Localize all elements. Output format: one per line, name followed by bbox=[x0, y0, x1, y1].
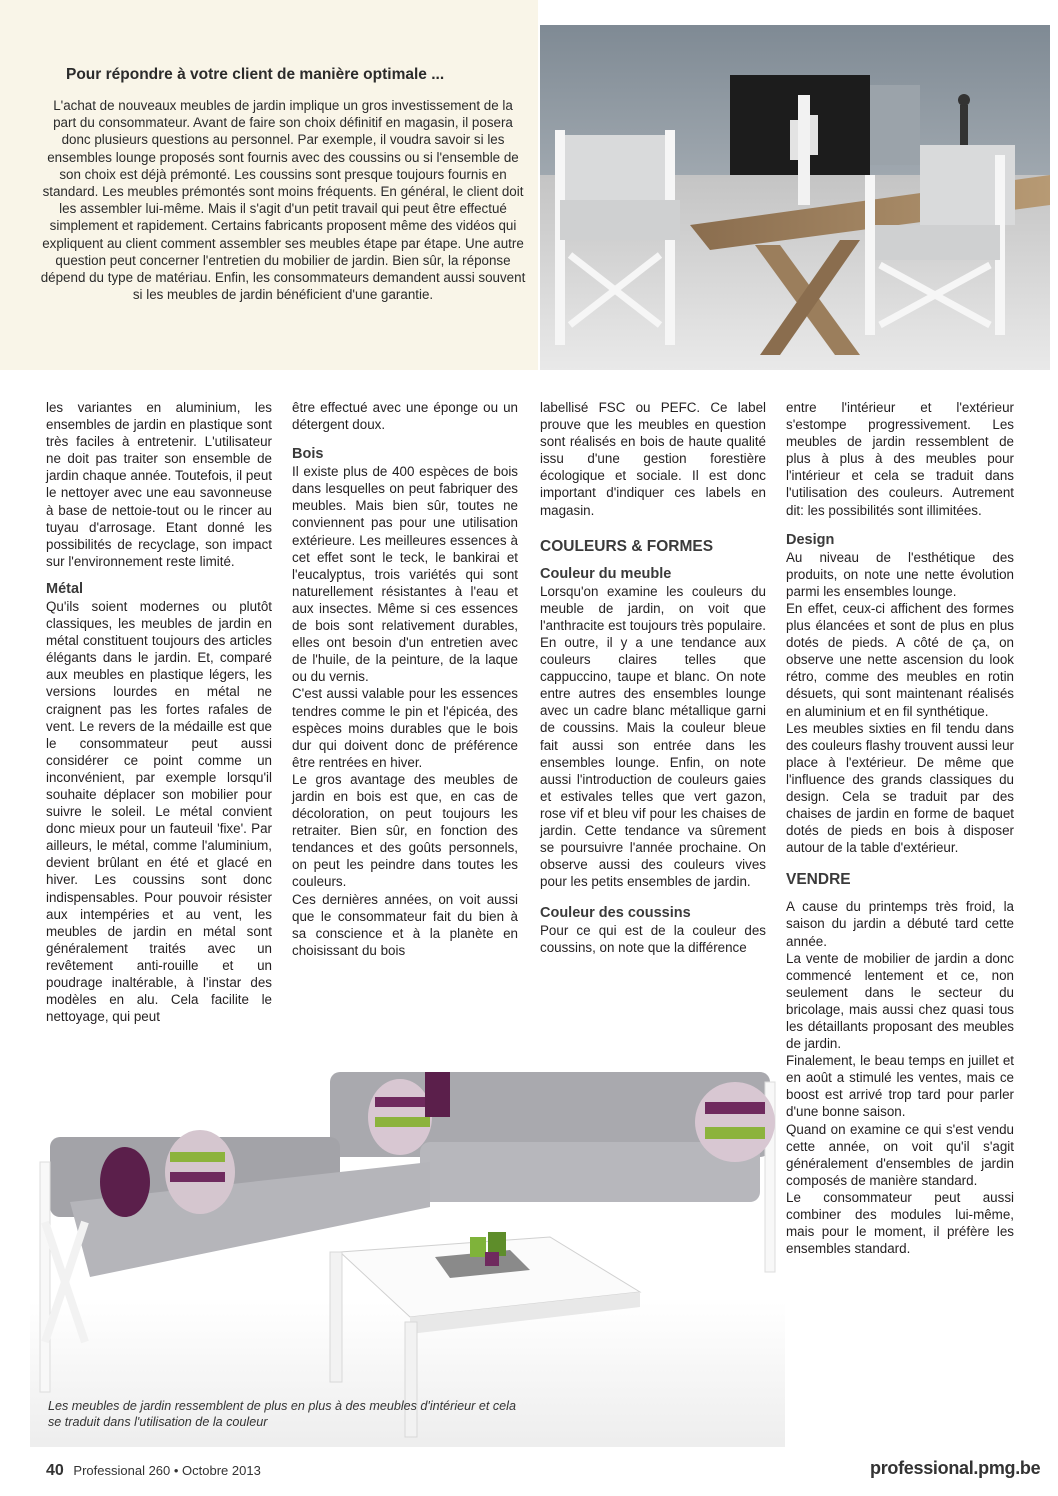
issue-info: Professional 260 • Octobre 2013 bbox=[73, 1463, 261, 1478]
paragraph: Qu'ils soient modernes ou plutôt classiques, les meubles de jardin en métal constituent toujours des articles élégants dans le jardin. Et, comparé aux meubles en plastique légers, les versions lourdes en métal ne craignent pas les fortes rafales de vent. Le revers de la médaille est que le consommateur peut aussi considérer ce point comme un inconvénient, par exemple lorsqu'il souhaite déplacer son mobilier pour suivre le soleil. Le métal convient donc mieux pour un fauteuil 'fixe'. Par ailleurs, le métal, comme l'aluminium, devient brûlant en été et glacé en hiver. Les coussins sont donc indispensables. Pour pouvoir résister aux intempéries et au vent, les meubles de jardin en métal sont généralement traités avec un revêtement anti-rouille et un poudrage inaltérable, à l'instar des modèles en alu. Cela facilite le nettoyage, qui peut bbox=[46, 598, 272, 1025]
intro-box bbox=[0, 0, 538, 370]
column-2 bbox=[292, 399, 518, 959]
heading-metal: Métal bbox=[46, 580, 84, 597]
paragraph: entre l'intérieur et l'extérieur s'estompe progressivement. Les meubles de jardin ressemblent de plus à plus à des meubles pour l'intérieur et cela se traduit dans l'utilisation des couleurs. Autrement dit: les possibilités sont illimitées. bbox=[786, 400, 1014, 518]
paragraph: Lorsqu'on examine les couleurs du meuble de jardin, on voit que l'anthracite est toujours très populaire. En outre, il y a une tendance aux couleurs claires telles que cappuccino, taupe et blanc. On note entre autres des ensembles lounge avec un cadre blanc métallique garni de coussins. Mais la couleur bleue fait aussi son entrée dans les ensembles lounge. Enfin, on note aussi l'introduction de couleurs gaies et estivales telles que vert gazon, rose vif et bleu vif pour les chaises de jardin. Cette tendance va sûrement se poursuivre l'année prochaine. On observe aussi des couleurs vives pour les petits ensembles de jardin. bbox=[540, 583, 766, 890]
footer-issue bbox=[46, 1462, 261, 1480]
paragraph: La vente de mobilier de jardin a donc commencé lentement et ce, non seulement dans le secteur du bricolage, mais aussi chez quasi tous les détaillants proposant des meubles de jardin. bbox=[786, 950, 1014, 1052]
column-4 bbox=[786, 399, 1014, 1257]
paragraph: En effet, ceux-ci affichent des formes plus élancées et sont de plus en plus dotés de pieds. A côté de ça, on observe une nette ascension du look rétro, comme des meubles en rotin désuets, qui sont maintenant réalisés en aluminium et en fil synthétique. bbox=[786, 600, 1014, 719]
lounge-set-illustration bbox=[30, 1042, 785, 1447]
paragraph: Le gros avantage des meubles de jardin en bois est que, en cas de décoloration, on peut toujours les retraiter. Bien sûr, en fonction des tendances et des goûts personnels, on peut les peindre dans toutes les couleurs. bbox=[292, 771, 518, 890]
heading-couleur-coussins: Couleur des coussins bbox=[540, 905, 691, 922]
intro-title: Pour répondre à votre client de manière optimale ... bbox=[66, 66, 445, 83]
lounge-set-photo bbox=[30, 1042, 785, 1447]
dining-set-photo bbox=[540, 25, 1050, 370]
paragraph: Pour ce qui est de la couleur des coussins, on note que la différence bbox=[540, 923, 766, 956]
paragraph: les variantes en aluminium, les ensembles de jardin en plastique sont très faciles à entretenir. L'utilisateur ne doit pas traiter son ensemble de jardin chaque année. Toutefois, il peut le nettoyer avec une eau savonneuse à base de nettoie-tout ou le rincer au tuyau d'arrosage. Etant donné les possibilités de recyclage, son impact sur l'environnement reste limité. bbox=[46, 400, 272, 569]
photo-caption: Les meubles de jardin ressemblent de plus en plus à des meubles d'intérieur et cela se traduit dans l'utilisation de la couleur bbox=[48, 1399, 516, 1429]
paragraph: Quand on examine ce qui s'est vendu cette année, on voit qu'il s'agit généralement d'ensembles de jardin composés de manière standard. bbox=[786, 1121, 1014, 1188]
paragraph: labellisé FSC ou PEFC. Ce label prouve que les meubles en question sont réalisés en bois de haute qualité issu d'une gestion forestière écologique et sociale. Il est donc important d'indiquer ces labels en magasin. bbox=[540, 400, 766, 518]
heading-couleur-meuble: Couleur du meuble bbox=[540, 565, 672, 582]
heading-couleurs-formes: COULEURS & FORMES bbox=[540, 537, 714, 555]
paragraph: Il existe plus de 400 espèces de bois dans lesquelles on peut fabriquer des meubles. Mais bien sûr, toutes ne conviennent pas pour une utilisation extérieure. Les meilleures essences à cet effet sont le teck, le bankirai et l'eucalyptus, trois variétés qui sont naturellement résistantes à l'eau et aux insectes. Même si ces essences de bois sont relativement durables, elles ont besoin d'un entretien avec de l'huile, de la peinture, de la laque ou du vernis. bbox=[292, 464, 518, 685]
paragraph: C'est aussi valable pour les essences tendres comme le pin et l'épicéa, des espèces moins durables que le bois dur qui doivent donc de préférence être rentrées en hiver. bbox=[292, 686, 518, 770]
paragraph: être effectué avec une éponge ou un détergent doux. bbox=[292, 400, 518, 433]
paragraph: Finalement, le beau temps en juillet et en août a stimulé les ventes, mais ce boost est arrivé trop tard pour parler d'une bonne saison. bbox=[786, 1053, 1014, 1120]
paragraph: Ces dernières années, on voit aussi que le consommateur fait du bien à sa conscience et à la planète en choisissant du bois bbox=[292, 891, 518, 958]
intro-text: L'achat de nouveaux meubles de jardin implique un gros investissement de la part du consommateur. Avant de faire son choix définitif en magasin, il posera donc plusieurs questions au personnel. Par exemple, il voudra savoir si les ensembles lounge proposés sont fournis avec des coussins ou si l'ensemble de son choix est déjà prémonté. Les coussins sont presque toujours fournis en standard. Les meubles prémontés sont moins fréquents. En général, le client doit les assembler lui-même. Mais il s'agit d'un petit travail qui peut être effectué simplement et rapidement. Certains fabricants proposent même des vidéos qui expliquent au client comment assembler ses meubles étape par étape. Une autre question peut concerner l'entretien du mobilier de jardin. Bien sûr, la réponse dépend du type de matériau. Enfin, les consommateurs demandent aussi souvent si les meubles de jardin bénéficient d'une garantie. bbox=[40, 98, 526, 303]
paragraph: A cause du printemps très froid, la saison du jardin a débuté tard cette année. bbox=[786, 899, 1014, 949]
footer-website-link[interactable]: professional.pmg.be bbox=[870, 1458, 1041, 1478]
paragraph: Le consommateur peut aussi combiner des modules lui-même, mais pour le moment, il préfère les ensembles standard. bbox=[786, 1189, 1014, 1257]
heading-bois: Bois bbox=[292, 446, 324, 463]
column-3 bbox=[540, 399, 766, 957]
heading-design: Design bbox=[786, 531, 835, 548]
column-1 bbox=[46, 399, 272, 1025]
page-number: 40 bbox=[46, 1462, 64, 1479]
dining-set-illustration bbox=[540, 25, 1050, 370]
heading-vendre: VENDRE bbox=[786, 871, 851, 889]
paragraph: Au niveau de l'esthétique des produits, on note une nette évolution parmi les ensembles lounge. bbox=[786, 549, 1014, 599]
paragraph: Les meubles sixties en fil tendu dans des couleurs flashy trouvent aussi leur place à l'extérieur. De même que l'influence des grands classiques du design. Cela se traduit par des chaises de jardin en forme de baquet dotés de pieds en bois à disposer autour de la table d'extérieur. bbox=[786, 720, 1014, 856]
